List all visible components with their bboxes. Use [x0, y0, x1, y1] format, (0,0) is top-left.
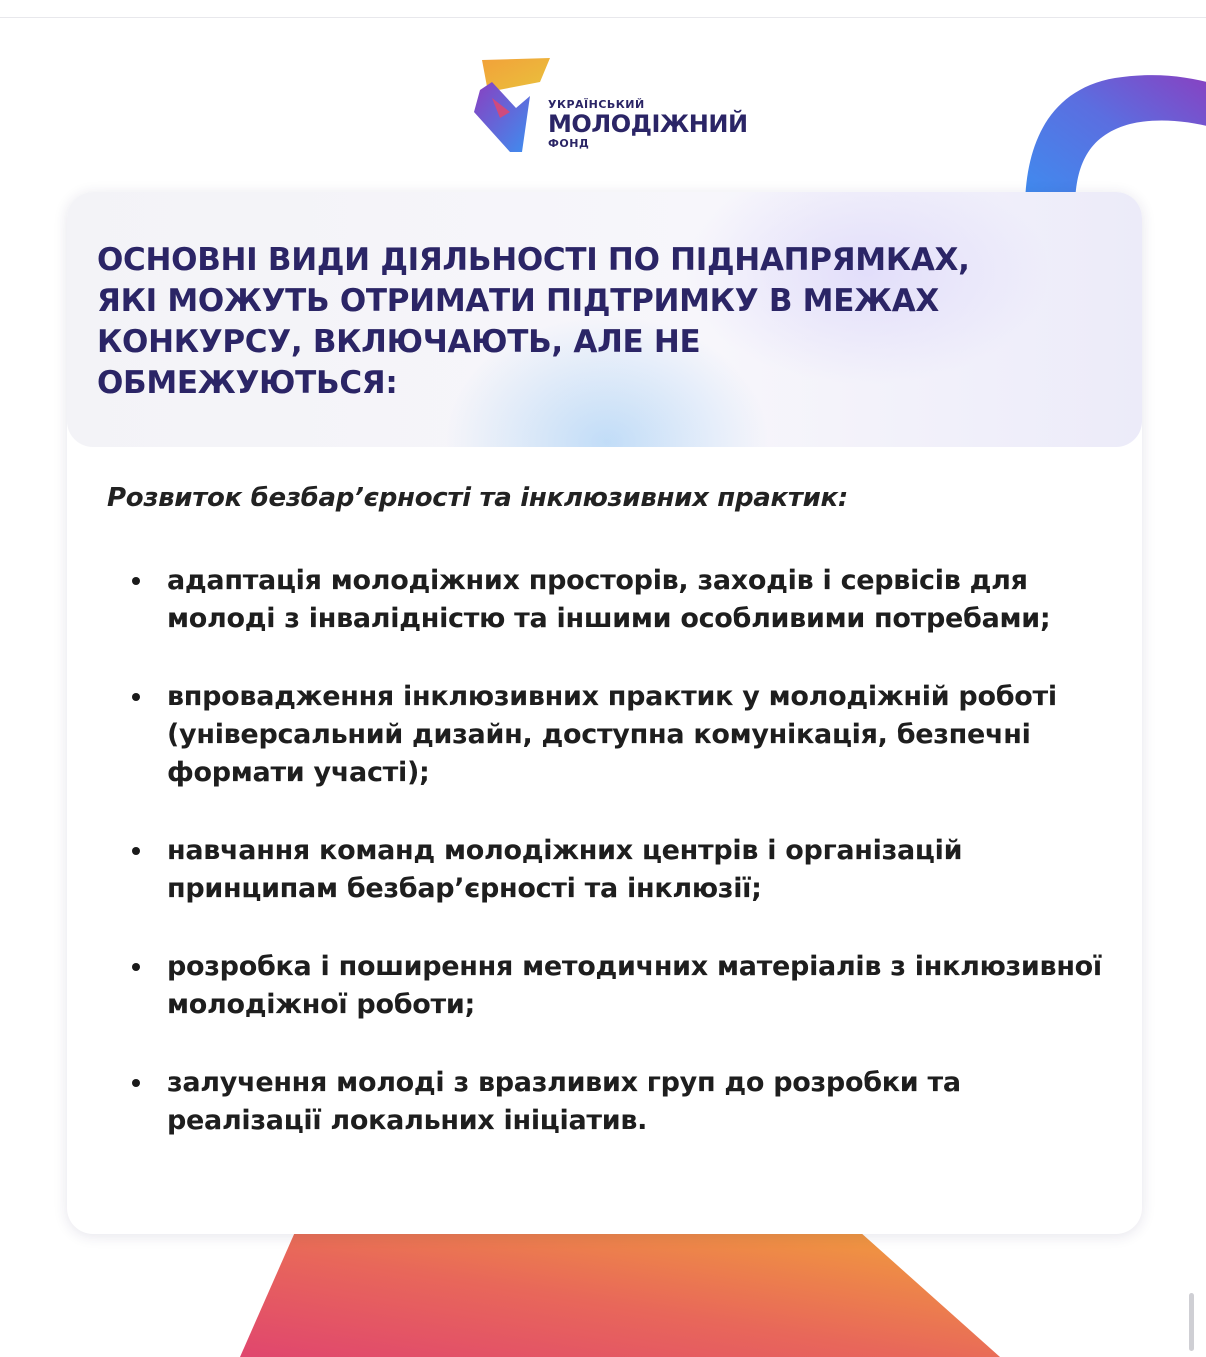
bullet-icon — [132, 1079, 140, 1087]
list-item — [127, 832, 1117, 908]
activity-list — [127, 562, 1117, 1180]
top-divider — [0, 17, 1206, 18]
list-item-text: розробка і поширення методичних матеріалів з інклюзивної молодіжної роботи; — [167, 951, 1102, 1020]
card-header — [67, 192, 1142, 447]
scrollbar-thumb[interactable] — [1189, 1293, 1194, 1351]
list-item-text: впровадження інклюзивних практик у молодіжній роботі (універсальний дизайн, доступна комунікація, безпечні формати участі); — [167, 681, 1057, 788]
list-item-text: залучення молоді з вразливих груп до розробки та реалізації локальних ініціатив. — [167, 1067, 961, 1136]
list-item-text: адаптація молодіжних просторів, заходів і сервісів для молоді з інвалідністю та іншими особливими потребами; — [167, 565, 1051, 634]
logo-text-line1: УКРАЇНСЬКИЙ — [548, 98, 645, 111]
list-item — [127, 562, 1117, 638]
logo-mark-icon — [470, 52, 560, 157]
list-item — [127, 948, 1117, 1024]
organization-logo — [470, 52, 750, 162]
section-subheading: Розвиток безбар’єрності та інклюзивних практик: — [107, 483, 848, 513]
page-title: ОСНОВНІ ВИДИ ДІЯЛЬНОСТІ ПО ПІДНАПРЯМКАХ, ЯКІ МОЖУТЬ ОТРИМАТИ ПІДТРИМКУ В МЕЖАХ КОНКУРСУ, ВКЛЮЧАЮТЬ, АЛЕ НЕ ОБМЕЖУЮТЬСЯ: — [97, 242, 970, 401]
bullet-icon — [132, 847, 140, 855]
bullet-icon — [132, 693, 140, 701]
logo-text-line2: МОЛОДІЖНИЙ — [548, 110, 748, 138]
logo-text-line3: ФОНД — [548, 137, 590, 150]
decorative-arc — [985, 50, 1206, 210]
content-card — [67, 192, 1142, 1234]
list-item — [127, 1064, 1117, 1140]
bullet-icon — [132, 577, 140, 585]
list-item-text: навчання команд молодіжних центрів і організацій принципам безбар’єрності та інклюзії; — [167, 835, 963, 904]
bullet-icon — [132, 963, 140, 971]
list-item — [127, 678, 1117, 792]
decorative-bottom-shape — [240, 1232, 1000, 1357]
